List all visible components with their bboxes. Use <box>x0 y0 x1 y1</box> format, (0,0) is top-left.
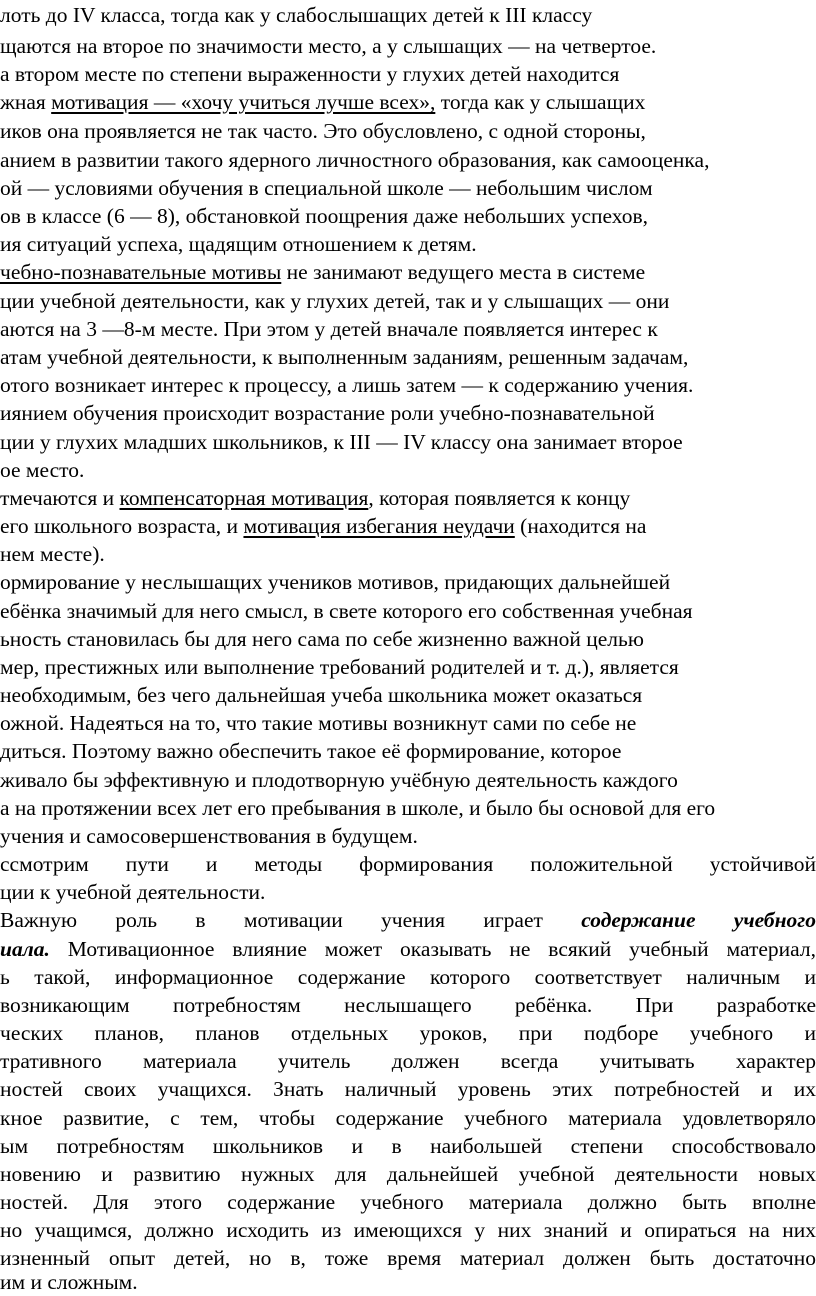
text-line: диться. Поэтому важно обеспечить такое её формирование, которое <box>0 739 622 763</box>
text-line: а втором месте по степени выраженности у глухих детей находится <box>0 62 620 86</box>
text-line: но учащимся, должно исходить из имеющихся у них знаний и опираться на них <box>0 1218 816 1242</box>
text-line: ия ситуаций успеха, щадящим отношением к детям. <box>0 232 477 256</box>
text-line: ьность становилась бы для него сама по себе жизненно важной целью <box>0 627 644 651</box>
text-line: кное развитие, с тем, чтобы содержание учебного материала удовлетворяло <box>0 1106 816 1130</box>
text-line: аются на 3 —8-м месте. При этом у детей вначале появляется интерес к <box>0 317 658 341</box>
text-line: ебёнка значимый для него смысл, в свете которого его собственная учебная <box>0 599 693 623</box>
text-line: лоть до IV класса, тогда как у слабослышащих детей к III классу <box>0 3 593 27</box>
text-line: живало бы эффективную и плодотворную учёбную деятельность каждого <box>0 768 678 792</box>
text-line: а на протяжении всех лет его пребывания в школе, и было бы основой для его <box>0 796 716 820</box>
text-line: необходимым, без чего дальнейшая учеба школьника может оказаться <box>0 683 643 707</box>
text-line: учения и самосовершенствования в будущем. <box>0 824 418 848</box>
text-line: анием в развитии такого ядерного личностного образования, как самооценка, <box>0 148 710 172</box>
text-line: ым потребностям школьников и в наибольшей степени способствовало <box>0 1134 816 1158</box>
text-line: ое место. <box>0 458 85 482</box>
text-line: ции к учебной деятельности. <box>0 880 266 904</box>
text-line: ов в классе (6 — 8), обстановкой поощрения даже небольших успехов, <box>0 204 648 228</box>
text-line: Важную роль в мотивации учения играет содержание учебного <box>0 908 816 932</box>
text-line: его школьного возраста, и мотивация избегания неудачи (находится на <box>0 514 647 538</box>
text-line: ормирование у неслышащих учеников мотивов, придающих дальнейшей <box>0 570 671 594</box>
text-line: ции учебной деятельности, как у глухих детей, так и у слышащих — они <box>0 289 670 313</box>
text-line: мер, престижных или выполнение требований родителей и т. д.), является <box>0 655 679 679</box>
text-line: жная мотивация — «хочу учиться лучше всех», тогда как у слышащих <box>0 90 646 114</box>
text-line: изненный опыт детей, но в, тоже время материал должен быть достаточно <box>0 1246 816 1270</box>
text-line: иков она проявляется не так часто. Это обусловлено, с одной стороны, <box>0 119 646 143</box>
underlined-term: мотивация избегания неудачи <box>243 514 515 538</box>
emphasis-term: иала. <box>0 937 50 961</box>
text-line: возникающим потребностям неслышащего ребёнка. При разработке <box>0 993 816 1017</box>
text-line: щаются на второе по значимости место, а у слышащих — на четвертое. <box>0 34 657 58</box>
text-line: ой — условиями обучения в специальной школе — небольшим числом <box>0 176 653 200</box>
text-line: ции у глухих младших школьников, к III — IV классу она занимает второе <box>0 430 683 454</box>
text-line: им и сложным. <box>0 1270 138 1294</box>
text-line: чебно-познавательные мотивы не занимают ведущего места в системе <box>0 260 646 284</box>
text-line: ссмотрим пути и методы формирования положительной устойчивой <box>0 852 816 876</box>
underlined-term: мотивация — «хочу учиться лучше всех», <box>51 90 436 114</box>
text-line: ожной. Надеяться на то, что такие мотивы возникнут сами по себе не <box>0 711 637 735</box>
text-line: нем месте). <box>0 542 105 566</box>
text-line: ь такой, информационное содержание которого соответствует наличным и <box>0 965 816 989</box>
underlined-term: компенсаторная мотивация <box>119 486 369 510</box>
underlined-term: чебно-познавательные мотивы <box>0 260 282 284</box>
text-line: отого возникает интерес к процессу, а лишь затем — к содержанию учения. <box>0 373 694 397</box>
emphasis-term: содержание учебного <box>581 908 816 932</box>
text-line: атам учебной деятельности, к выполненным заданиям, решенным задачам, <box>0 345 689 369</box>
text-line: ностей своих учащихся. Знать наличный уровень этих потребностей и их <box>0 1077 816 1101</box>
text-line: иала. Мотивационное влияние может оказывать не всякий учебный материал, <box>0 937 816 961</box>
text-line: тмечаются и компенсаторная мотивация, которая появляется к концу <box>0 486 631 510</box>
text-line: ностей. Для этого содержание учебного материала должно быть вполне <box>0 1190 816 1214</box>
text-line: ческих планов, планов отдельных уроков, при подборе учебного и <box>0 1021 816 1045</box>
text-line: иянием обучения происходит возрастание роли учебно-познавательной <box>0 401 655 425</box>
text-line: тративного материала учитель должен всегда учитывать характер <box>0 1049 816 1073</box>
text-line: новению и развитию нужных для дальнейшей учебной деятельности новых <box>0 1162 816 1186</box>
